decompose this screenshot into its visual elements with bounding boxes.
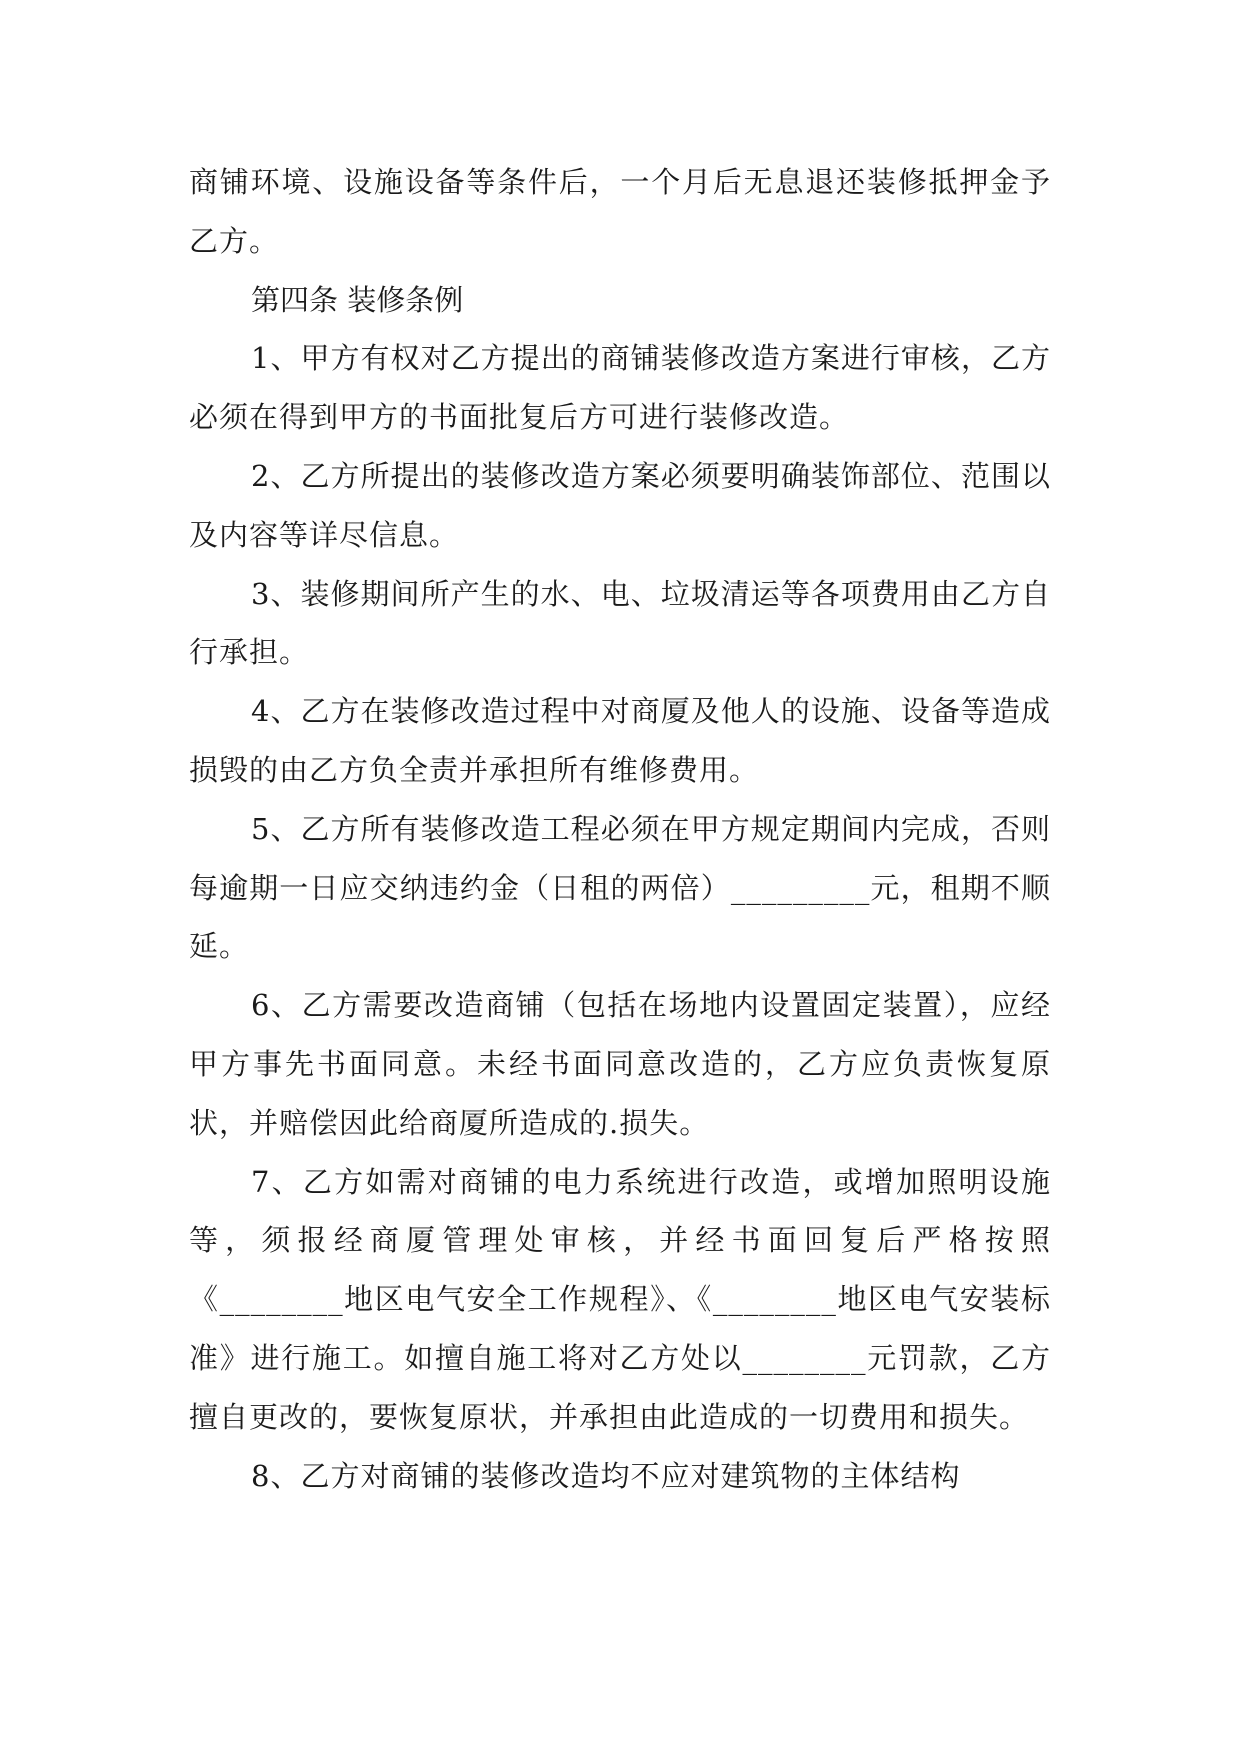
clause-3: 3、装修期间所产生的水、电、垃圾清运等各项费用由乙方自行承担。	[189, 576, 1051, 670]
clause-6: 6、乙方需要改造商铺（包括在场地内设置固定装置），应经甲方事先书面同意。未经书面同意改造的，乙方应负责恢复原状，并赔偿因此给商厦所造成的.损失。	[189, 988, 1051, 1140]
clause-1: 1、甲方有权对乙方提出的商铺装修改造方案进行审核，乙方必须在得到甲方的书面批复后方可进行装修改造。	[189, 341, 1051, 435]
clause-7: 7、乙方如需对商铺的电力系统进行改造，或增加照明设施等，须报经商厦管理处审核，并经书面回复后严格按照《________地区电气安全工作规程》、《________地区电气安装标准》进行施工。如擅自施工将对乙方处以________元罚款，乙方擅自更改的，要恢复原状，并承担由此造成的一切费用和损失。	[189, 1164, 1051, 1434]
paragraph-continuation: 商铺环境、设施设备等条件后，一个月后无息退还装修抵押金予乙方。	[189, 165, 1051, 258]
article-heading: 第四条 装修条例	[251, 282, 464, 317]
document-body	[189, 153, 1051, 1505]
clause-2: 2、乙方所提出的装修改造方案必须要明确装饰部位、范围以及内容等详尽信息。	[189, 458, 1051, 552]
clause-4: 4、乙方在装修改造过程中对商厦及他人的设施、设备等造成损毁的由乙方负全责并承担所有维修费用。	[189, 694, 1051, 787]
clause-5: 5、乙方所有装修改造工程必须在甲方规定期间内完成，否则每逾期一日应交纳违约金（日租的两倍）_________元，租期不顺延。	[189, 811, 1051, 964]
clause-8: 8、乙方对商铺的装修改造均不应对建筑物的主体结构	[251, 1458, 961, 1493]
